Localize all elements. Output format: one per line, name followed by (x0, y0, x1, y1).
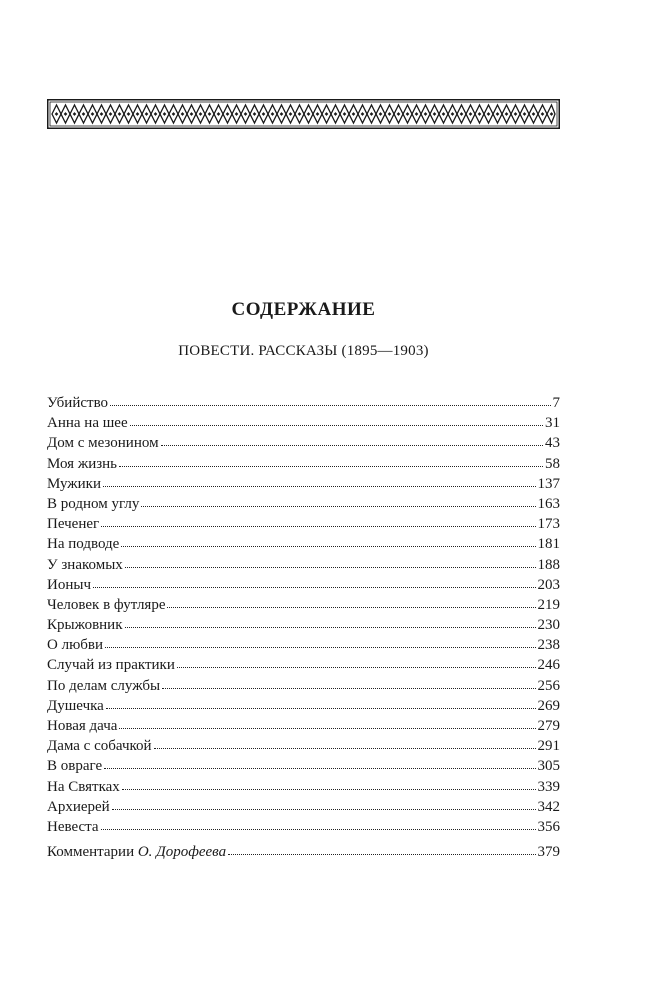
toc-entry-title: На Святках (47, 778, 120, 795)
toc-entry-page-number: 188 (537, 556, 560, 573)
dot-leader (167, 607, 535, 608)
dot-leader (141, 506, 535, 507)
toc-entry-title: В овраге (47, 758, 103, 775)
dot-leader (112, 809, 536, 810)
toc-entry-title: Случай из практики (47, 657, 175, 674)
toc-entry (47, 777, 560, 797)
toc-entry (47, 494, 560, 514)
toc-entry-title: Убийство (47, 395, 109, 411)
commentary-entry (47, 842, 560, 862)
dot-leader (177, 667, 536, 668)
toc-entry-title: Мужики (47, 475, 101, 492)
toc-entry (47, 797, 560, 817)
toc-entry-page-number: 246 (537, 657, 560, 674)
page-title: СОДЕРЖАНИЕ (231, 299, 376, 320)
decorative-border (47, 99, 560, 129)
toc-entry-title: Анна на шее (47, 415, 128, 432)
dot-leader (101, 829, 536, 830)
dot-leader (125, 627, 536, 628)
toc-entry-page-number: 269 (537, 697, 560, 714)
toc-entry-page-number: 58 (545, 455, 560, 472)
toc-entry-title: Невеста (47, 818, 99, 835)
dot-leader (121, 546, 535, 547)
toc-entry-page-number: 43 (545, 435, 560, 452)
toc-entry (47, 575, 560, 595)
toc-entry-title: Душечка (47, 697, 104, 714)
toc-entry (47, 474, 560, 494)
dot-leader (93, 587, 536, 588)
toc-entry-page-number: 291 (537, 738, 560, 755)
toc-entry (47, 514, 560, 534)
toc-entry-title: Новая дача (47, 718, 118, 734)
toc-entry-title: По делам службы (47, 677, 161, 694)
commentary-title (47, 842, 228, 862)
toc-entry (47, 393, 560, 413)
toc-entry-title: Крыжовник (47, 617, 123, 634)
toc-entry (47, 433, 560, 453)
toc-entry (47, 736, 560, 756)
toc-entry (47, 716, 560, 736)
dot-leader (103, 486, 536, 487)
commentary-page-number: 379 (537, 844, 560, 860)
toc-entry (47, 655, 560, 675)
dot-leader (119, 728, 535, 729)
toc-entry (47, 595, 560, 615)
dot-leader (228, 854, 535, 855)
toc-entry-title: На подводе (47, 536, 120, 553)
toc-entry (47, 635, 560, 655)
toc-entry-page-number: 256 (537, 677, 560, 694)
toc-entry-page-number: 31 (545, 415, 560, 432)
toc-entry-page-number: 219 (537, 596, 560, 613)
toc-entry (47, 534, 560, 554)
toc-entry-title: Печенег (47, 516, 100, 533)
toc-entry-title: Архиерей (47, 798, 110, 815)
dot-leader (162, 688, 535, 689)
toc-entry-title: В родном углу (47, 495, 140, 512)
toc-entry-page-number: 181 (537, 536, 560, 553)
toc-entry (47, 615, 560, 635)
toc-entry-page-number: 7 (552, 395, 560, 411)
toc-entry-page-number: 137 (537, 475, 560, 492)
commentary-author: О. Дорофеева (137, 844, 227, 860)
toc-entry-page-number: 163 (537, 495, 560, 512)
toc-entry-title: О любви (47, 637, 104, 654)
toc-entry-title: Моя жизнь (47, 455, 118, 472)
dot-leader (161, 445, 543, 446)
toc-entry-title: Ионыч (47, 576, 91, 593)
toc-entry-title: Дом с мезонином (47, 435, 159, 452)
dot-leader (119, 466, 543, 467)
toc-entry-page-number: 238 (537, 637, 560, 654)
toc-entry-page-number: 173 (537, 516, 560, 533)
toc-entry-page-number: 342 (537, 798, 560, 815)
commentary-label: Комментарии (47, 844, 135, 860)
toc-entry-title: Человек в футляре (47, 596, 166, 613)
toc-entry-page-number: 279 (537, 718, 560, 734)
toc-entry-page-number: 305 (537, 758, 560, 775)
toc-entry-title: У знакомых (47, 556, 123, 573)
lattice-border-ornament-icon (47, 99, 560, 129)
toc-entry-page-number: 203 (537, 576, 560, 593)
toc-entry-page-number: 339 (537, 778, 560, 795)
dot-leader (122, 789, 536, 790)
dot-leader (154, 748, 536, 749)
dot-leader (125, 567, 536, 568)
dot-leader (101, 526, 535, 527)
dot-leader (105, 647, 535, 648)
toc-entry (47, 756, 560, 776)
dot-leader (104, 768, 535, 769)
toc-entry (47, 676, 560, 696)
dot-leader (130, 425, 543, 426)
toc-entry (47, 696, 560, 716)
toc-entry-page-number: 356 (537, 818, 560, 835)
table-of-contents (47, 393, 560, 837)
toc-entry (47, 817, 560, 837)
toc-entry-page-number: 230 (537, 617, 560, 634)
toc-entry (47, 555, 560, 575)
toc-entry-title: Дама с собачкой (47, 738, 152, 755)
toc-entry (47, 454, 560, 474)
section-subtitle: ПОВЕСТИ. РАССКАЗЫ (1895—1903) (178, 343, 429, 359)
dot-leader (106, 708, 536, 709)
dot-leader (110, 405, 550, 406)
toc-entry (47, 413, 560, 433)
